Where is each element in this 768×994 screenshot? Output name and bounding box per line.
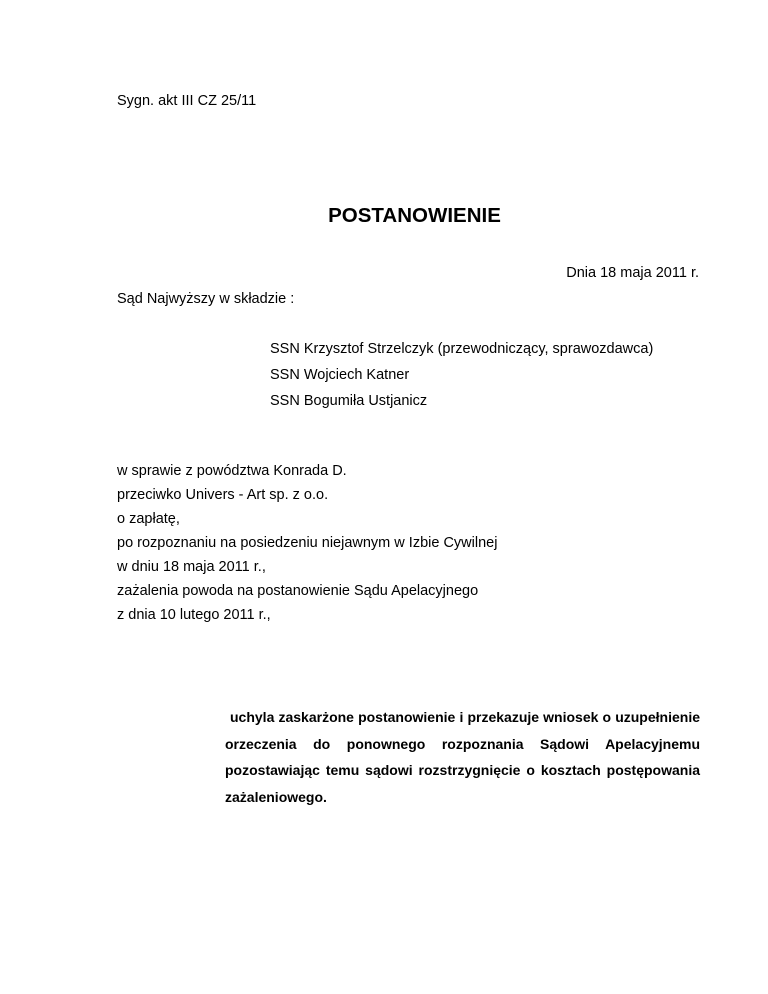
judge-entry: SSN Bogumiła Ustjanicz <box>270 393 428 409</box>
case-detail-line: przeciwko Univers - Art sp. z o.o. <box>117 487 329 503</box>
judge-entry: SSN Krzysztof Strzelczyk (przewodniczący, sprawozdawca) <box>270 341 654 357</box>
case-detail-line: w sprawie z powództwa Konrada D. <box>117 463 347 479</box>
judges-panel <box>270 340 653 418</box>
case-detail-line: zażalenia powoda na postanowienie Sądu Apelacyjnego <box>117 583 479 599</box>
document-date: Dnia 18 maja 2011 r. <box>566 265 699 281</box>
case-details <box>117 462 497 630</box>
case-detail-line: w dniu 18 maja 2011 r., <box>117 559 266 575</box>
judge-entry: SSN Wojciech Katner <box>270 367 410 383</box>
document-title: POSTANOWIENIE <box>328 204 501 227</box>
case-detail-line: po rozpoznaniu na posiedzeniu niejawnym w Izbie Cywilnej <box>117 535 498 551</box>
case-signature: Sygn. akt III CZ 25/11 <box>117 93 257 109</box>
case-detail-line: z dnia 10 lutego 2011 r., <box>117 607 271 623</box>
court-composition-label: Sąd Najwyższy w składzie : <box>117 291 295 307</box>
case-detail-line: o zapłatę, <box>117 511 180 527</box>
ruling-text: uchyla zaskarżone postanowienie i przekazuje wniosek o uzupełnienie orzeczenia do ponownego rozpoznania Sądowi Apelacyjnemu pozostawiając temu sądowi rozstrzygnięcie o kosztach postępowania zażaleniowego. <box>225 709 700 805</box>
